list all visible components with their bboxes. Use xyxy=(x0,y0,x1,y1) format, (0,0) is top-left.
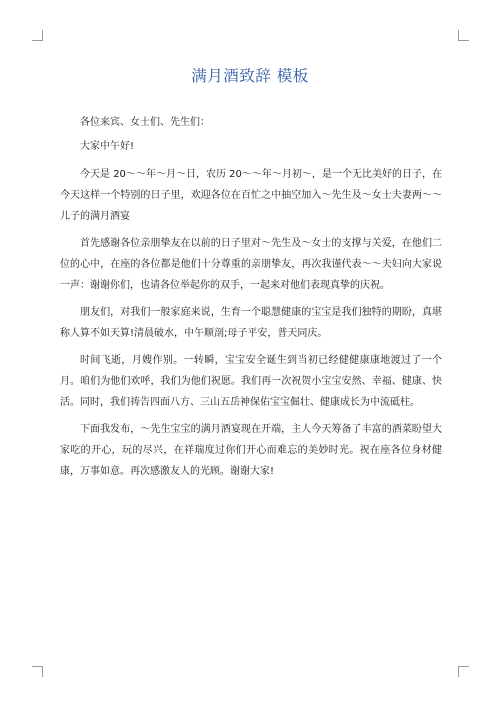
page-corner-mark-top-right xyxy=(458,30,469,41)
paragraph-5: 下面我发布，～先生宝宝的满月酒宴现在开端，主人今天筹备了丰富的酒菜盼望大家吃的开心，玩的尽兴，在祥瑞度过你们开心而难忘的美妙时光。祝在座各位身材健康，万事如意。再次感激友人的光顾。谢谢大家! xyxy=(60,424,442,477)
paragraph-1: 今天是 20～～年～月～日，农历 20～～年～月初～，是一个无比美好的日子，在今天这样一个特别的日子里，欢迎各位在百忙之中抽空加入～先生及～女士夫妻两～～儿子的满月酒宴 xyxy=(60,169,442,222)
document-body xyxy=(60,116,442,488)
paragraph-3: 朋友们，对我们一般家庭来说，生育一个聪慧健康的宝宝是我们独特的期盼，真堪称人算不如天算!清晨破水，中午顺剖;母子平安，普天同庆。 xyxy=(60,307,442,339)
document-title: 满月酒致辞 模板 xyxy=(191,67,309,85)
greeting: 大家中午好! xyxy=(80,141,135,152)
page-corner-mark-bottom-right xyxy=(458,666,469,677)
page-corner-mark-bottom-left xyxy=(32,666,43,677)
paragraph-4: 时间飞逝，月嫂作别。一转瞬，宝宝安全诞生到当初已经健健康康地渡过了一个月。咱们为他们欢呼，我们为他们祝愿。我们再一次祝贺小宝宝安然、幸福、健康、快活。同时，我们祷告四面八方、三山五岳神保佑宝宝倔壮、健康成长为中流砥柱。 xyxy=(60,355,442,408)
page-corner-mark-top-left xyxy=(32,30,43,41)
paragraph-2: 首先感谢各位亲朋挚友在以前的日子里对～先生及～女士的支撑与关爱，在他们二位的心中，在座的各位都是他们十分尊重的亲朋挚友，再次我谨代表～～夫妇向大家说一声：谢谢你们，也请各位举起你的双手，一起来对他们表现真挚的庆祝。 xyxy=(60,238,442,291)
salutation: 各位来宾、女士们、先生们： xyxy=(80,117,210,128)
